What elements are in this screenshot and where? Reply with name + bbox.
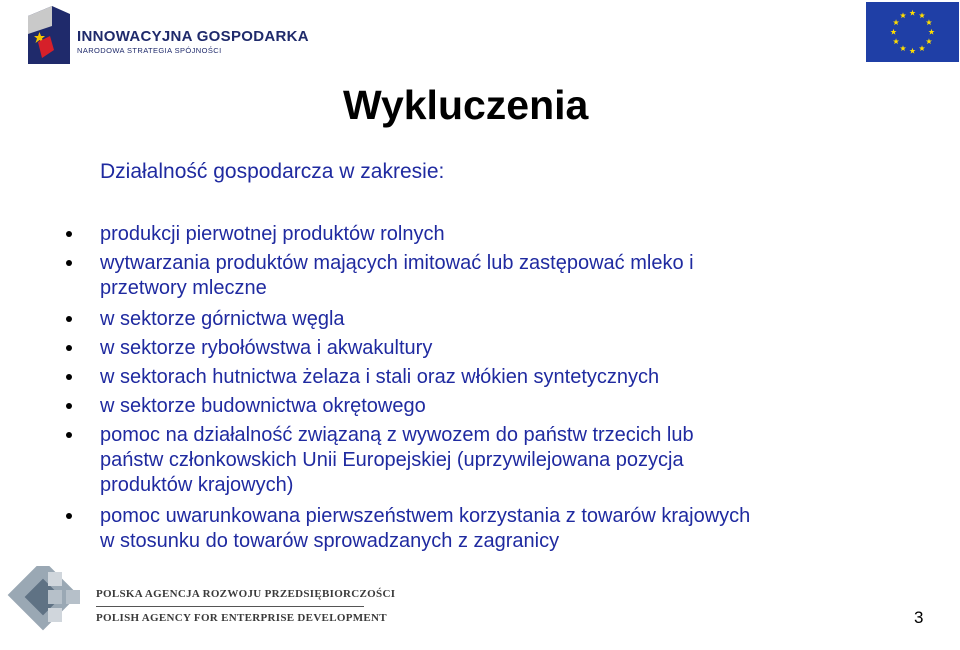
page-number: 3: [914, 608, 924, 627]
slide-title: Wykluczenia: [343, 82, 589, 128]
ig-logo-subtitle: NARODOWA STRATEGIA SPÓJNOŚCI: [77, 46, 222, 55]
bullet-dot: [66, 403, 72, 409]
list-item: [60, 394, 940, 419]
bullet-line: pomoc uwarunkowana pierwszeństwem korzystania z towarów krajowych: [100, 505, 751, 527]
list-item: [60, 423, 940, 498]
bullet-dot: [66, 432, 72, 438]
bullet-dot: [66, 345, 72, 351]
bullet-dot: [66, 260, 72, 266]
exclusion-list: [60, 222, 940, 558]
ig-logo-title: INNOWACYJNA GOSPODARKA: [77, 28, 309, 45]
list-item: [60, 336, 940, 361]
eu-flag-icon: [866, 2, 959, 62]
list-item: [60, 307, 940, 332]
innowacyjna-gospodarka-logo: [28, 6, 318, 68]
list-item: [60, 222, 940, 247]
bullet-line: w stosunku do towarów sprowadzanych z zagranicy: [100, 530, 560, 552]
list-item: [60, 365, 940, 390]
bullet-line: w sektorze budownictwa okrętowego: [100, 395, 426, 417]
list-item: [60, 504, 940, 554]
bullet-line: państw członkowskich Unii Europejskiej (uprzywilejowana pozycja: [100, 449, 684, 471]
bullet-line: pomoc na działalność związaną z wywozem do państw trzecich lub: [100, 424, 694, 446]
bullet-line: w sektorach hutnictwa żelaza i stali oraz włókien syntetycznych: [100, 366, 660, 388]
bullet-dot: [66, 513, 72, 519]
bullet-line: przetwory mleczne: [100, 277, 267, 299]
bullet-dot: [66, 231, 72, 237]
bullet-line: wytwarzania produktów mających imitować lub zastępować mleko i: [100, 252, 694, 274]
agency-name-pl: POLSKA AGENCJA ROZWOJU PRZEDSIĘBIORCZOŚCI: [96, 588, 396, 600]
footer-divider: [96, 606, 364, 607]
bullet-line: w sektorze rybołówstwa i akwakultury: [100, 337, 433, 359]
list-item: [60, 251, 940, 301]
bullet-dot: [66, 374, 72, 380]
bullet-line: w sektorze górnictwa węgla: [100, 308, 345, 330]
parp-logo: [0, 566, 396, 648]
bullet-dot: [66, 316, 72, 322]
bullet-line: produktów krajowych): [100, 474, 294, 496]
parp-logo-icon: [0, 566, 86, 648]
bullet-line: produkcji pierwotnej produktów rolnych: [100, 223, 445, 245]
agency-name-en: POLISH AGENCY FOR ENTERPRISE DEVELOPMENT: [96, 612, 387, 624]
intro-text: Działalność gospodarcza w zakresie:: [100, 160, 445, 183]
ig-logo-icon: [28, 6, 70, 64]
